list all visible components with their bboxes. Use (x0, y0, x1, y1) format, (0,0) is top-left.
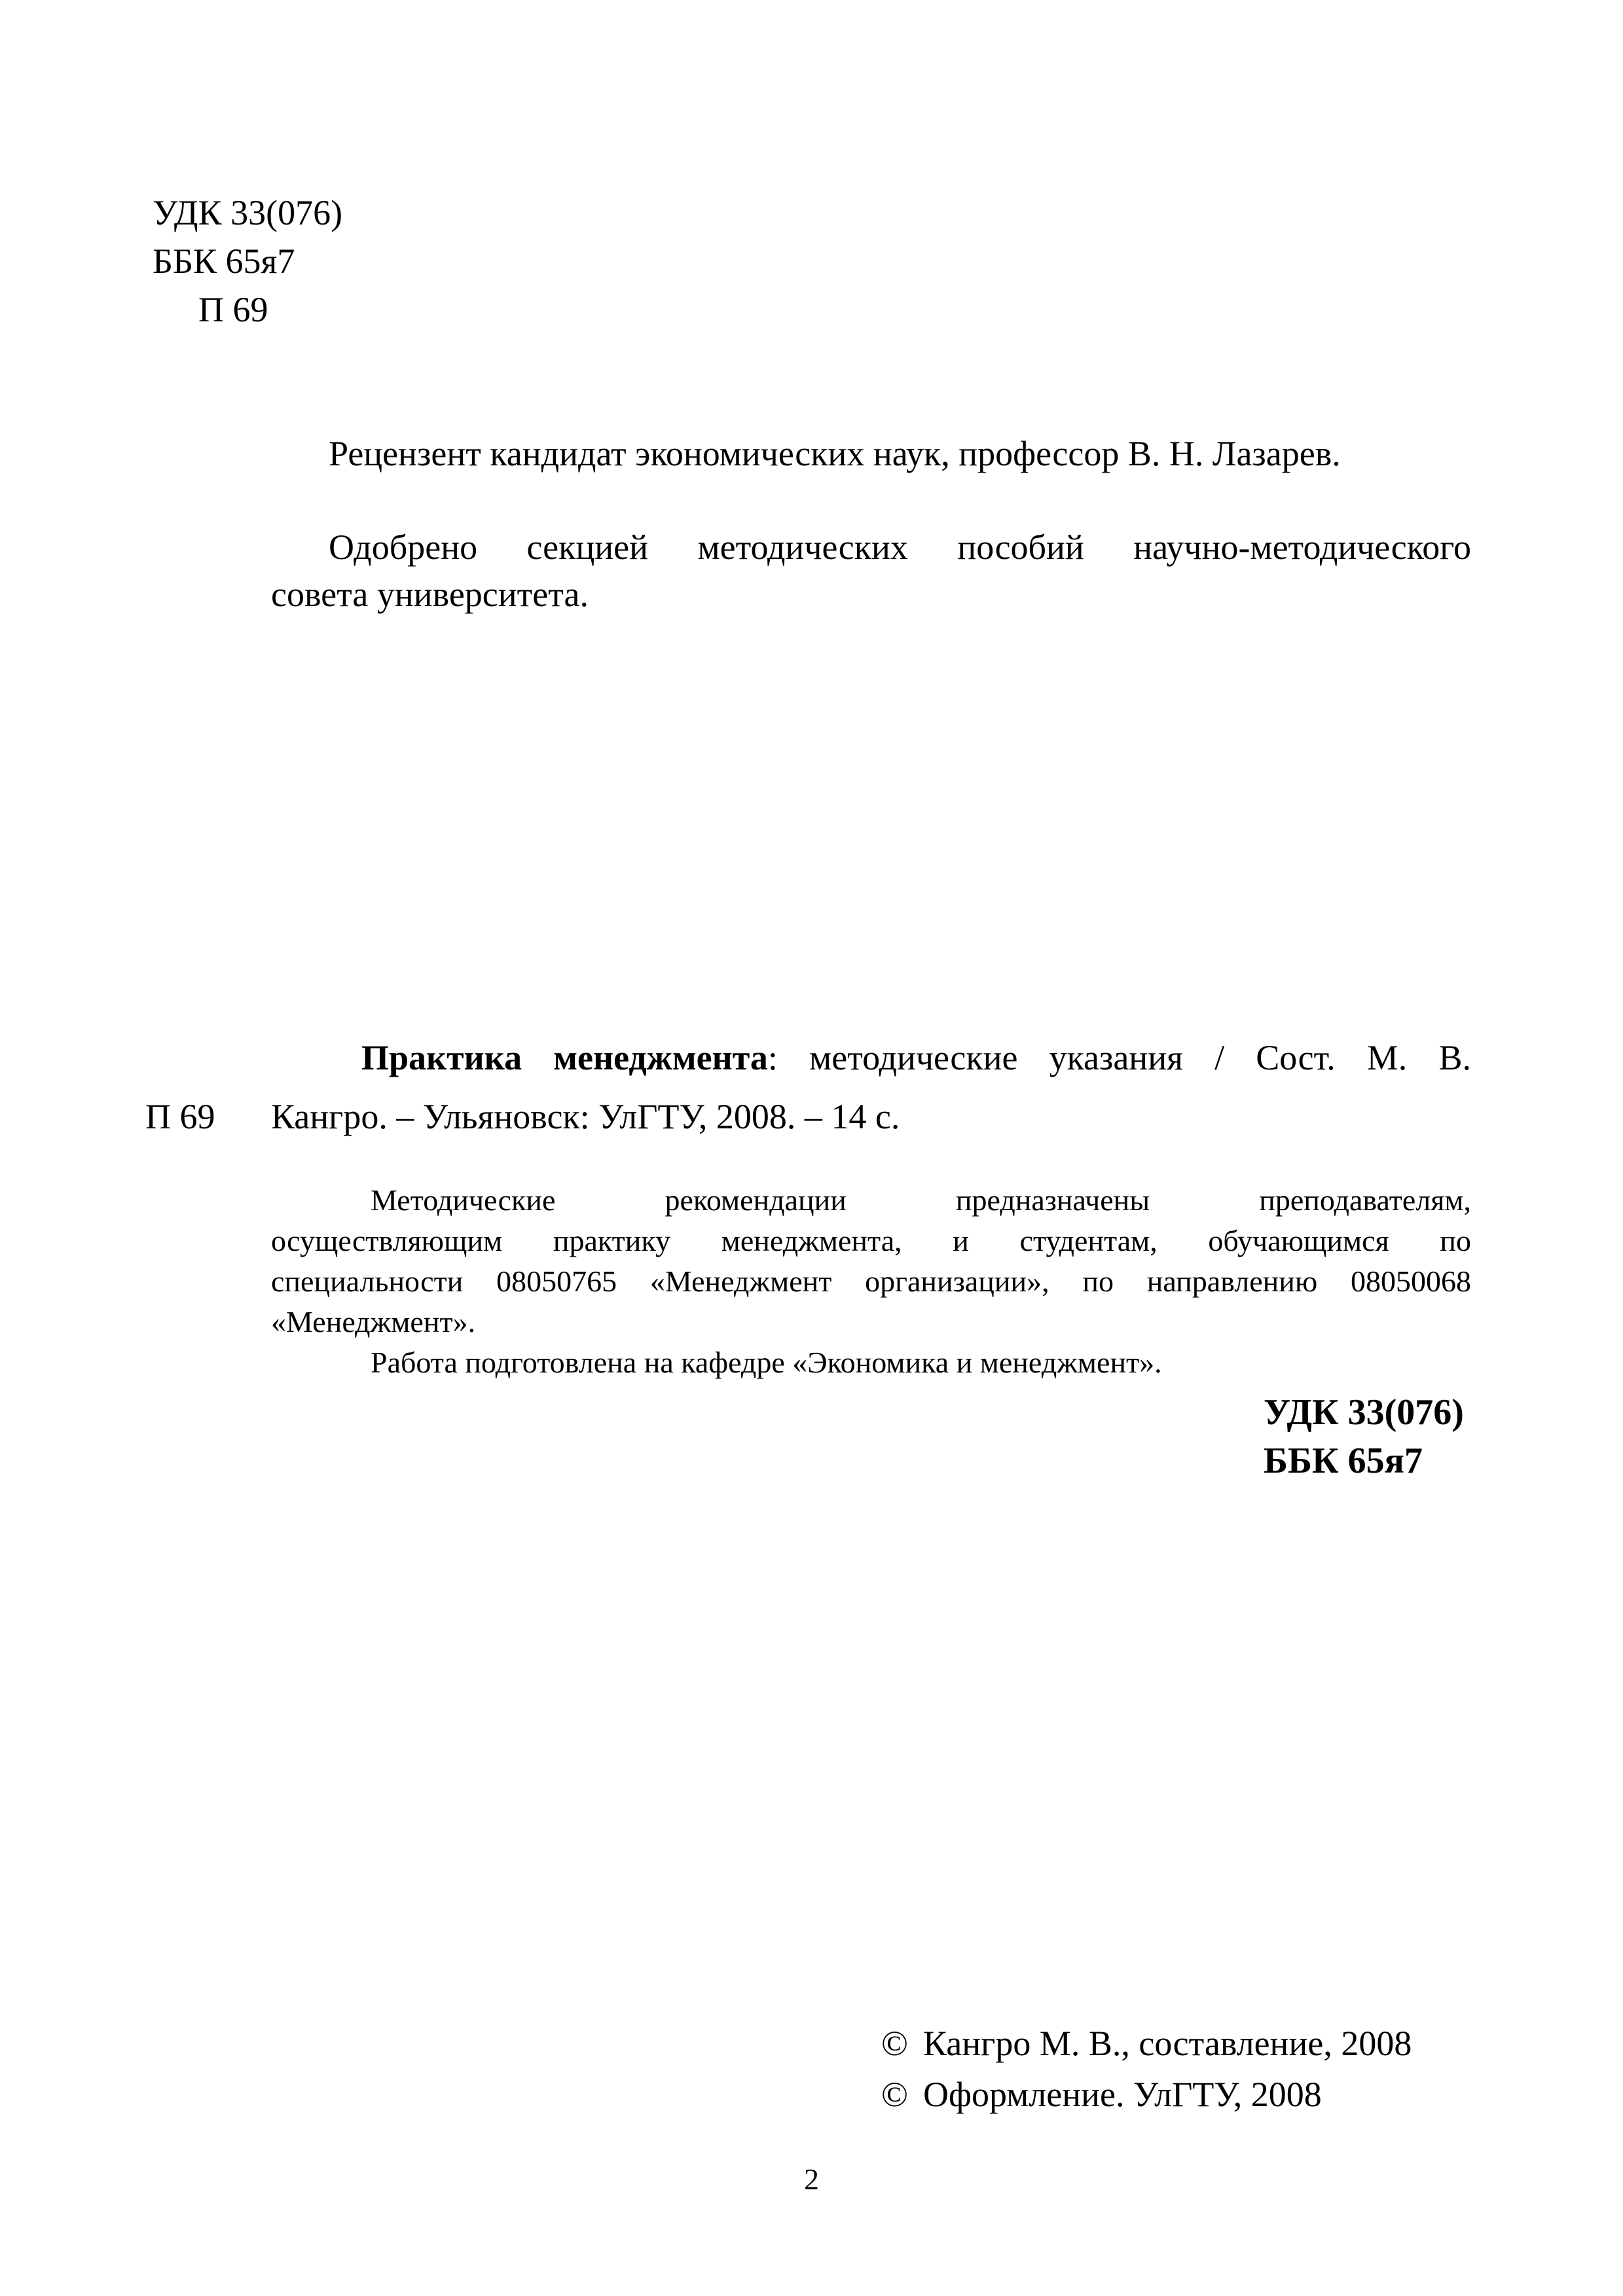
annotation-line-5: Работа подготовлена на кафедре «Экономика и менеджмент». (371, 1346, 1162, 1379)
udk-code-top: УДК 33(076) (153, 193, 343, 232)
approval-line-2: совета университета. (271, 575, 589, 614)
author-sign-bib: П 69 (145, 1097, 215, 1136)
copyright-line-1 (881, 2018, 1412, 2068)
copyright-line-2 (881, 2070, 1322, 2119)
reviewer-line: Рецензент кандидат экономических наук, профессор В. Н. Лазарев. (329, 434, 1341, 473)
annotation-line-2: осуществляющим практику менеджмента, и студентам, обучающимся по (271, 1224, 1471, 1257)
copyright-icon: © (881, 2075, 909, 2114)
bbk-code-top: ББК 65я7 (153, 242, 295, 281)
page-number: 2 (804, 2162, 819, 2196)
bibliographic-line-1-rest: : методические указания / Сост. М. В. (767, 1038, 1471, 1077)
bibliographic-line-1 (361, 1034, 1471, 1081)
copyright-line-1-text: Кангро М. В., составление, 2008 (923, 2024, 1412, 2063)
annotation-line-1 (271, 1180, 1471, 1221)
bibliographic-line-2: Кангро. – Ульяновск: УлГТУ, 2008. – 14 с. (271, 1097, 900, 1136)
copyright-icon: © (881, 2024, 909, 2063)
bbk-code-bottom: ББК 65я7 (1264, 1441, 1423, 1481)
annotation-line-1-text: Методические рекомендации предназначены преподавателям, (371, 1183, 1471, 1217)
approval-line-1: Одобрено секцией методических пособий научно-методического (329, 528, 1471, 567)
annotation-line-3: специальности 08050765 «Менеджмент организации», по направлению 08050068 (271, 1265, 1471, 1298)
udk-code-bottom: УДК 33(076) (1264, 1392, 1464, 1433)
copyright-line-2-text: Оформление. УлГТУ, 2008 (923, 2075, 1322, 2114)
author-sign-top: П 69 (198, 290, 268, 329)
book-title: Практика менеджмента (361, 1038, 768, 1077)
annotation-line-4: «Менеджмент». (271, 1305, 476, 1338)
